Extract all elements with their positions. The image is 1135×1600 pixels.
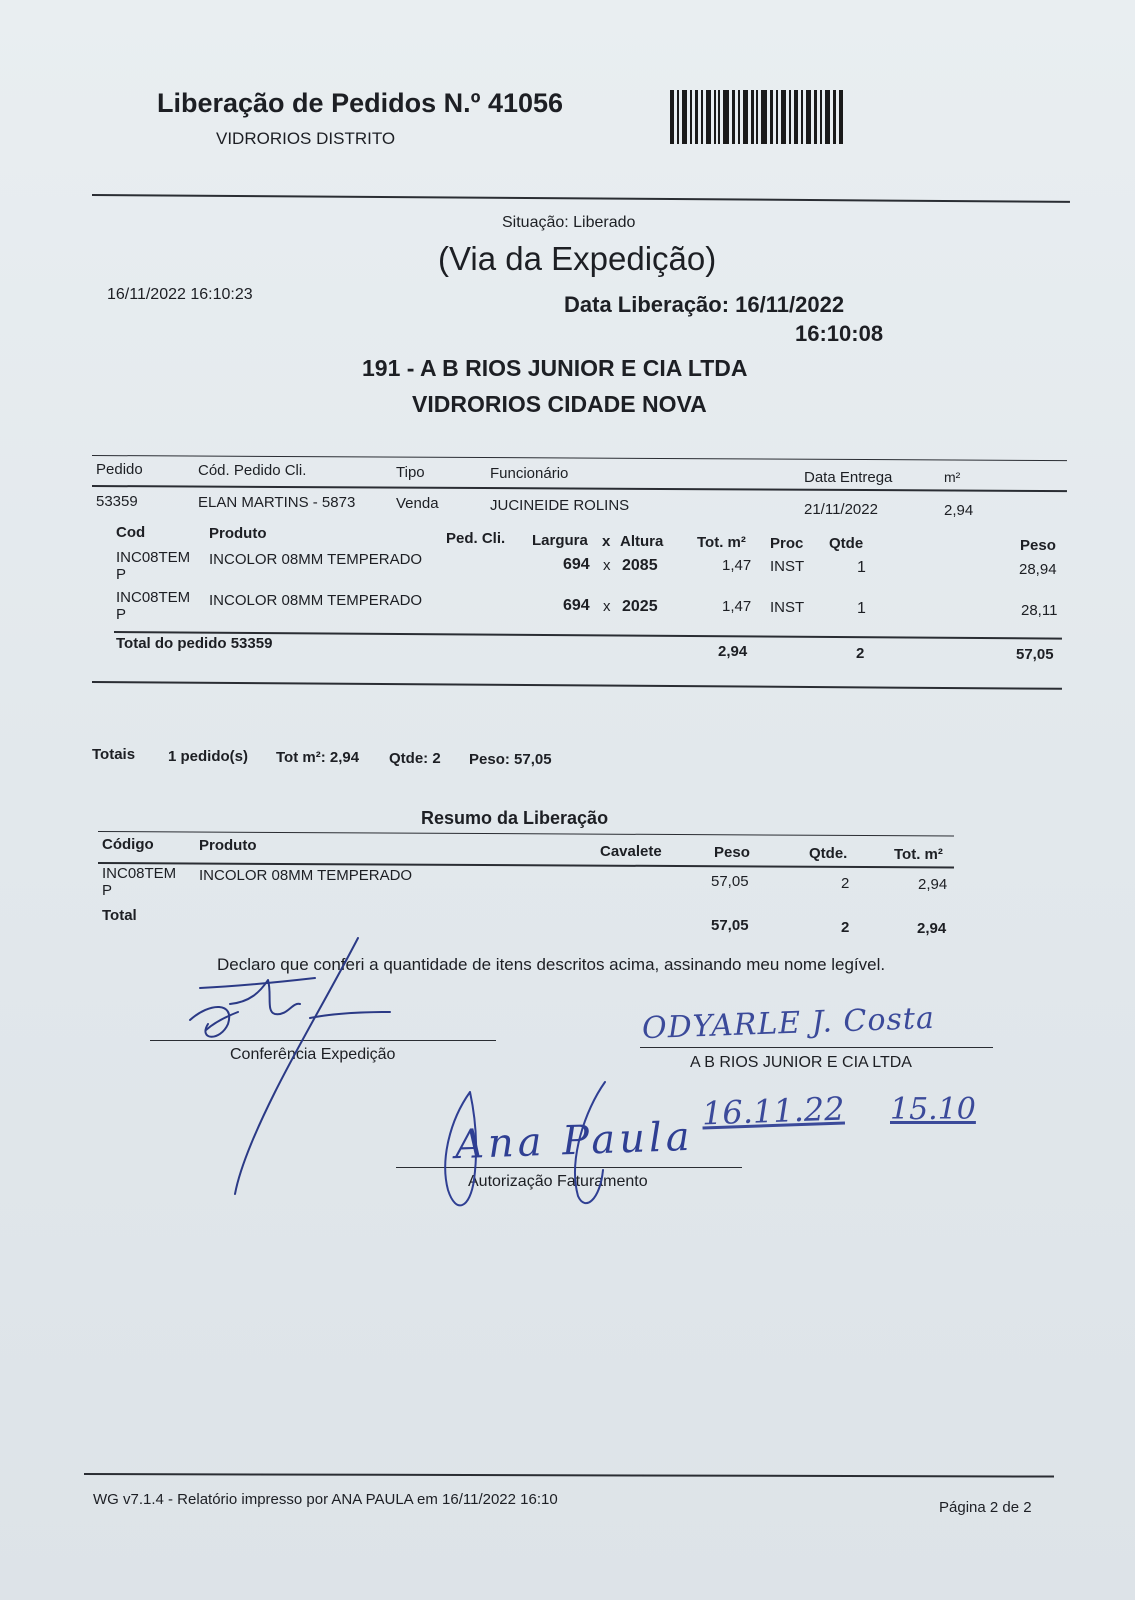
footer-rule [84,1473,1054,1478]
summary-total-tot-m2: 2,94 [917,920,947,937]
summary-header-codigo: Código [102,836,154,853]
header-divider [92,194,1070,203]
item-row-1-cod-a: INC08TEM [116,549,191,566]
summary-title: Resumo da Liberação [421,808,609,828]
items-header-ped-cli: Ped. Cli. [446,530,506,547]
order-row-tipo: Venda [396,495,439,512]
summary-header-produto: Produto [199,837,257,854]
item-row-2-produto: INCOLOR 08MM TEMPERADO [209,592,423,609]
signature-conferencia-icon [180,932,400,1202]
order-section-divider [92,681,1062,690]
summary-header-cavalete: Cavalete [600,843,662,860]
release-time: 16:10:08 [795,321,884,346]
items-header-tot-m2: Tot. m² [697,534,746,551]
item-row-1-produto: INCOLOR 08MM TEMPERADO [209,551,423,568]
printed-timestamp: 16/11/2022 16:10:23 [107,286,253,303]
order-header-data-entrega: Data Entrega [804,469,893,486]
summary-row-codigo [102,865,176,899]
item-row-1-qtde: 1 [857,559,866,576]
item-row-1-altura: 2085 [622,557,658,574]
items-header-altura: Altura [620,533,664,550]
order-row-m2: 2,94 [944,502,974,519]
item-row-2-altura: 2025 [622,598,658,615]
order-header-funcionario: Funcionário [490,465,569,482]
totals-pedidos: 1 pedido(s) [168,748,249,765]
summary-row-codigo-a: INC08TEM [102,865,177,882]
release-date: Data Liberação: 16/11/2022 [564,292,845,317]
item-row-1-cod-b: P [116,566,127,583]
order-total-qtde: 2 [856,645,865,662]
item-row-1-cod [116,549,190,583]
items-header-produto: Produto [209,525,267,542]
copy-type: (Via da Expedição) [438,240,717,277]
item-row-2-qtde: 1 [857,600,866,617]
summary-row-qtde: 2 [841,875,850,892]
item-row-1-tot-m2: 1,47 [722,557,752,574]
summary-header-peso: Peso [714,844,750,861]
customer-name: 191 - A B RIOS JUNIOR E CIA LTDA [362,355,748,381]
order-row-pedido: 53359 [96,493,138,510]
customer-branch: VIDRORIOS CIDADE NOVA [412,391,707,417]
handwritten-time: 15.10 [890,1092,976,1127]
summary-total-qtde: 2 [841,919,850,936]
items-header-proc: Proc [770,535,804,552]
items-header-peso: Peso [1020,537,1056,554]
item-row-2-peso: 28,11 [1021,602,1058,619]
item-row-1-peso: 28,94 [1019,561,1057,578]
items-header-cod: Cod [116,524,146,541]
totals-peso: Peso: 57,05 [469,751,552,768]
declaration-text: Declaro que conferi a quantidade de itens descritos acima, assinando meu nome legível. [217,955,886,974]
order-total-peso: 57,05 [1016,646,1054,663]
item-row-2-proc: INST [770,599,805,616]
item-row-1-largura: 694 [563,556,590,573]
order-total-m2: 2,94 [718,643,748,660]
totals-label: Totais [92,746,136,763]
signature-label-cliente: A B RIOS JUNIOR E CIA LTDA [690,1054,912,1071]
summary-header-tot-m2: Tot. m² [894,846,943,863]
footer-page-number: Página 2 de 2 [939,1499,1032,1516]
summary-top-rule [98,831,954,836]
signature-cliente-handwritten: ODYARLE J. Costa [641,1000,936,1047]
item-row-1-proc: INST [770,558,805,575]
item-row-2-cod-b: P [116,606,127,623]
signature-label-autorizacao: Autorização Faturamento [468,1173,648,1190]
barcode-icon [670,90,845,144]
summary-total-peso: 57,05 [711,917,749,934]
item-row-2-cod-a: INC08TEM [116,589,191,606]
order-header-cod-cli: Cód. Pedido Cli. [198,462,307,479]
signature-line-cliente [640,1047,993,1048]
signature-autorizacao-handwritten: Ana Paula [454,1113,695,1169]
item-row-2-x: x [603,598,611,615]
totals-tot-m2: Tot m²: 2,94 [276,749,360,766]
summary-row-peso: 57,05 [711,873,749,890]
item-row-2-tot-m2: 1,47 [722,598,752,615]
items-header-x: x [602,533,611,550]
item-row-2-cod [116,589,190,623]
order-row-data-entrega: 21/11/2022 [804,501,878,518]
status-text: Situação: Liberado [502,214,636,231]
summary-row-codigo-b: P [102,882,113,899]
document-title: Liberação de Pedidos N.º 41056 [157,88,564,118]
signature-autorizacao-strokes-icon [440,1080,680,1220]
handwritten-date: 16.11.22 [701,1089,846,1133]
summary-row-produto: INCOLOR 08MM TEMPERADO [199,867,413,884]
order-table-top-rule [92,455,1067,461]
order-header-rule [92,485,1067,492]
order-row-cod-cli: ELAN MARTINS - 5873 [198,494,356,511]
totals-qtde: Qtde: 2 [389,750,441,767]
item-row-2-largura: 694 [563,597,590,614]
item-row-1-x: x [603,557,611,574]
order-row-funcionario: JUCINEIDE ROLINS [490,497,630,514]
items-header-qtde: Qtde [829,535,864,552]
summary-row-tot-m2: 2,94 [918,876,948,893]
order-header-pedido: Pedido [96,461,143,478]
order-header-tipo: Tipo [396,464,425,481]
summary-header-qtde: Qtde. [809,845,848,862]
order-header-m2: m² [944,469,961,485]
footer-printed-by: WG v7.1.4 - Relatório impresso por ANA PAULA em 16/11/2022 16:10 [93,1491,558,1508]
signature-label-conferencia: Conferência Expedição [230,1046,396,1063]
order-total-label: Total do pedido 53359 [116,635,273,652]
company-name: VIDRORIOS DISTRITO [216,129,396,148]
items-header-largura: Largura [532,532,588,549]
summary-total-label: Total [102,907,137,924]
